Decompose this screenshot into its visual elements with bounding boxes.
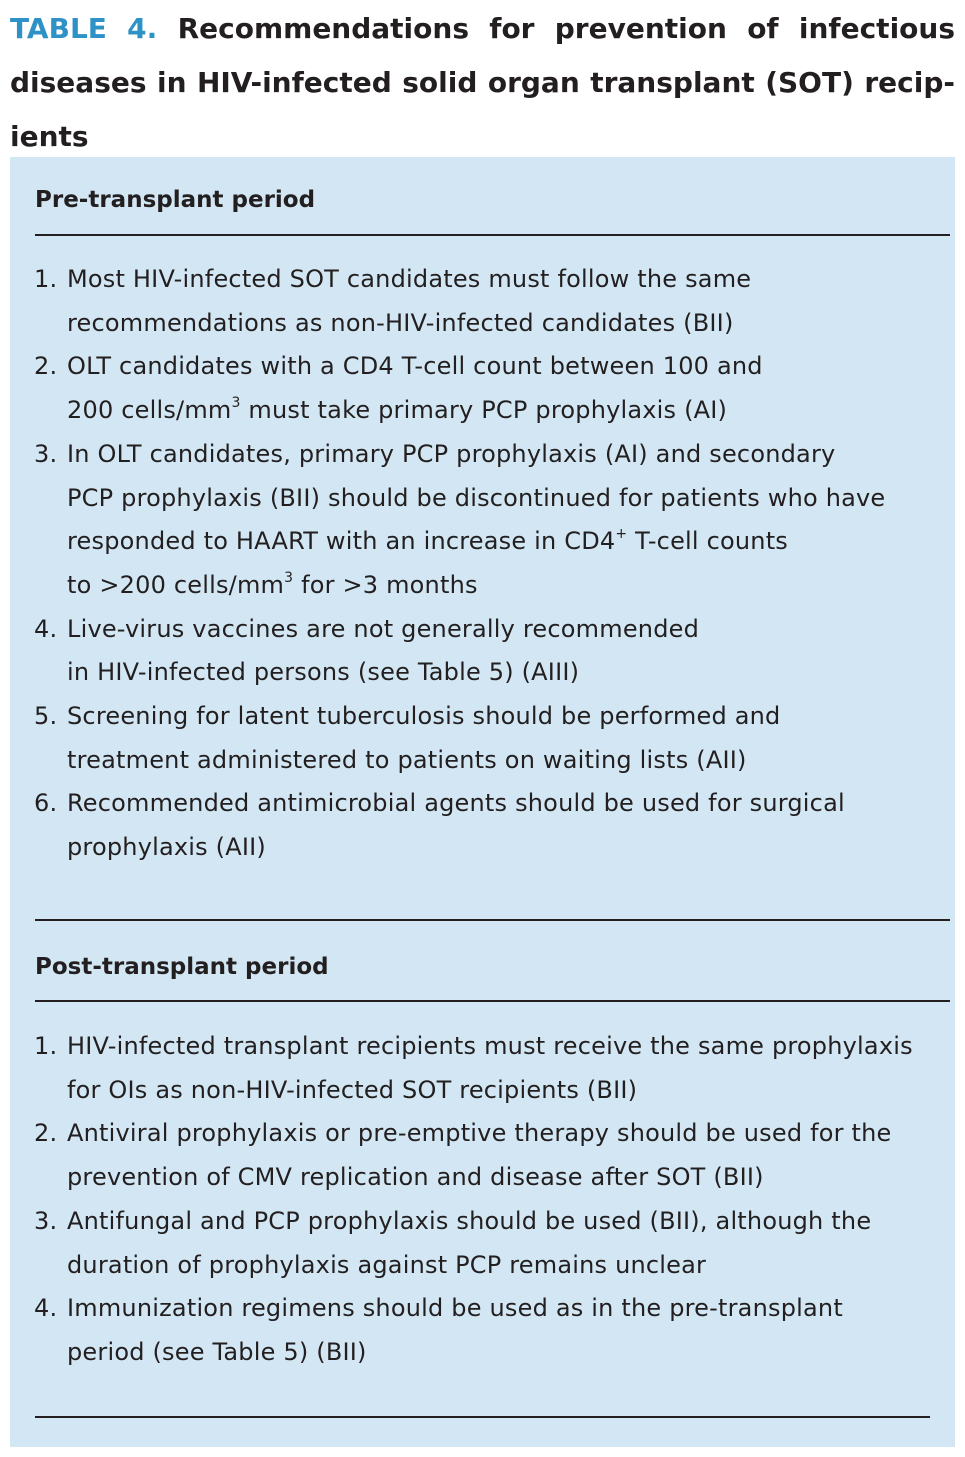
- list-item: [32, 258, 885, 345]
- pre-transplant-list: [32, 258, 885, 870]
- table-label: TABLE 4.: [10, 12, 158, 45]
- item-text: responded to HAART with an increase in CD4+ T-cell counts: [67, 526, 789, 556]
- item-number: 2.: [34, 1119, 58, 1148]
- item-text: period (see Table 5) (BII): [67, 1337, 367, 1366]
- item-number: 3.: [34, 1206, 58, 1235]
- pre-transplant-heading: Pre-transplant period: [35, 187, 316, 213]
- list-item: [32, 1025, 913, 1112]
- post-transplant-list: [32, 1025, 913, 1375]
- item-text: HIV-infected transplant recipients must receive the same prophylaxis: [67, 1032, 913, 1060]
- item-number: 5.: [34, 702, 58, 731]
- item-text: In OLT candidates, primary PCP prophylaxis (AI) and secondary: [67, 439, 836, 468]
- item-text: OLT candidates with a CD4 T-cell count between 100 and: [67, 352, 763, 381]
- item-text: Antifungal and PCP prophylaxis should be used (BII), although the: [67, 1206, 872, 1235]
- item-text: in HIV-infected persons (see Table 5) (AIII): [67, 658, 580, 687]
- list-item: [32, 433, 885, 608]
- item-text: recommendations as non-HIV-infected candidates (BII): [67, 308, 734, 337]
- list-item: [32, 608, 885, 695]
- list-item: [32, 695, 885, 782]
- item-text: PCP prophylaxis (BII) should be discontinued for patients who have: [67, 483, 886, 512]
- list-item: [32, 1287, 913, 1374]
- item-text: Recommended antimicrobial agents should be used for surgical: [67, 789, 845, 818]
- item-text: to >200 cells/$mm^3$ for >3 months: [67, 569, 478, 599]
- section-divider-rule: [35, 919, 950, 921]
- item-text: prevention of CMV replication and disease after SOT (BII): [67, 1163, 764, 1192]
- recommendations-panel: [10, 157, 955, 1447]
- item-text: Most HIV-infected SOT candidates must follow the same: [67, 265, 752, 293]
- item-text: 200 cells/$mm^3$ must take primary PCP prophylaxis (AI): [67, 395, 728, 425]
- item-number: 4.: [34, 614, 58, 643]
- list-item: [32, 1112, 913, 1199]
- item-text: Antiviral prophylaxis or pre-emptive therapy should be used for the: [67, 1119, 892, 1148]
- table-bottom-rule: [35, 1416, 930, 1418]
- item-text: prophylaxis (AII): [67, 833, 266, 862]
- item-text: Screening for latent tuberculosis should be performed and: [67, 702, 781, 731]
- list-item: [32, 1200, 913, 1287]
- table-caption: [10, 2, 955, 164]
- list-item: [32, 782, 885, 869]
- item-number: 4.: [34, 1294, 58, 1323]
- item-text: duration of prophylaxis against PCP remains unclear: [67, 1250, 707, 1279]
- item-text: for OIs as non-HIV-infected SOT recipients (BII): [67, 1075, 638, 1104]
- item-text: Immunization regimens should be used as in the pre-transplant: [67, 1294, 843, 1323]
- item-number: 2.: [34, 352, 58, 381]
- post-transplant-heading: Post-transplant period: [35, 954, 329, 980]
- pre-transplant-heading-rule: [35, 234, 950, 236]
- item-text: treatment administered to patients on waiting lists (AII): [67, 745, 747, 774]
- table-title: Recommendations for prevention of infectious diseases in HIV-infected solid organ transplant (SOT) recip-ients: [10, 12, 956, 153]
- item-number: 3.: [34, 439, 58, 468]
- post-transplant-heading-rule: [35, 1000, 950, 1002]
- item-number: 1.: [34, 1032, 58, 1060]
- list-item: [32, 345, 885, 432]
- item-text: Live-virus vaccines are not generally recommended: [67, 614, 700, 643]
- item-number: 1.: [34, 265, 58, 293]
- item-number: 6.: [34, 789, 58, 818]
